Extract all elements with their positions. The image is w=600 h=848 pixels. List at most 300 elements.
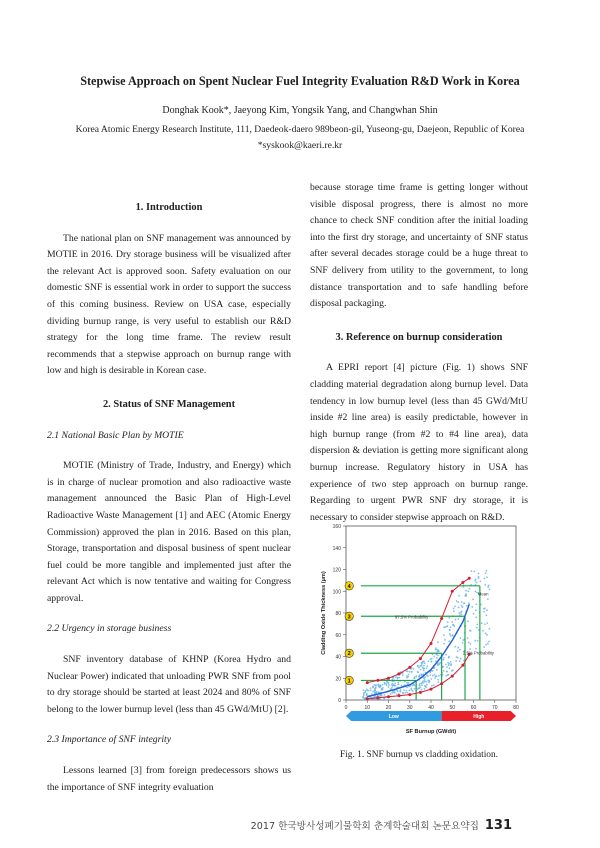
data-point [467,637,469,639]
section-1-paragraph: The national plan on SNF management was announced by MOTIE in 2016. Dry storage business will be visualized after the relevant Act is approved soon. Safety evaluation on our domestic SNF is essential work in order to support the success of this coming business. Review on USA case, especially dividing burnup range, is very useful to establish our R&D strategy for the long time frame. The review result recommends that a stepwise approach on burnup range with low and high is desirable in Korean case. [47,232,291,377]
data-point [467,620,469,622]
data-point [423,670,425,672]
data-point [456,656,458,658]
x-tick-label: 40 [428,705,434,711]
series-point [408,666,411,669]
y-tick-label: 80 [335,611,341,617]
data-point [450,635,452,637]
data-point [424,679,426,681]
data-point [451,621,453,623]
data-point [426,667,428,669]
series-point [461,664,464,667]
data-point [486,614,488,616]
data-point [421,684,423,686]
data-point [457,650,459,652]
data-point [414,688,416,690]
data-point [476,627,478,629]
data-point [468,602,470,604]
data-point [436,651,438,653]
data-point [483,578,485,580]
data-point [374,690,376,692]
data-point [417,671,419,673]
data-point [486,570,488,572]
data-point [433,684,435,686]
data-point [465,590,467,592]
y-tick-label: 140 [332,545,341,552]
page-footer [251,818,512,833]
data-point [365,690,367,692]
data-point [446,666,448,668]
data-point [363,693,365,695]
figure-caption: Fig. 1. SNF burnup vs cladding oxidation. [339,750,499,760]
data-point [448,656,450,658]
data-point [418,676,420,678]
data-point [424,688,426,690]
data-point [451,634,453,636]
oxide-burnup-chart [316,520,526,746]
data-point [458,607,460,609]
data-point [417,665,419,667]
data-point [465,595,467,597]
data-point [374,692,376,694]
data-point [476,582,478,584]
data-point [447,621,449,623]
data-point [486,634,488,636]
data-point [370,687,372,689]
data-point [386,684,388,686]
data-point [433,655,435,657]
series-point [387,695,390,698]
data-point [388,686,390,688]
data-point [455,660,457,662]
data-point [400,689,402,691]
data-point [472,598,474,600]
data-point [455,646,457,648]
series-point [430,688,433,691]
data-point [422,680,424,682]
data-point [431,678,433,680]
data-point [429,658,431,660]
data-point [443,643,445,645]
data-point [423,668,425,670]
data-point [453,624,455,626]
data-point [410,687,412,689]
probability-25-label: 2.5% Probability [462,650,494,656]
data-point [461,605,463,607]
data-point [475,616,477,618]
right-column [310,180,528,526]
data-point [414,676,416,678]
data-point [485,633,487,635]
data-point [450,664,452,666]
subsection-2-2-heading: 2.2 Urgency in storage business [47,623,172,635]
series-point [451,675,454,678]
data-point [419,683,421,685]
series-point [398,694,401,697]
data-point [484,584,486,586]
data-point [446,626,448,628]
data-point [394,682,396,684]
data-point [426,684,428,686]
data-point [423,665,425,667]
section-3-paragraph: A EPRI report [4] picture (Fig. 1) shows SNF cladding material degradation along burnup level. Data tendency in low burnup level (less than 45 GWd/MtU inside #2 line area) is easily predictable, however in high burnup range (from #2 to #4 line area), data dispersion & deviation is getting more significant along burnup increase. Regulatory history in USA has experience of two step approach on burnup range. Regarding to urgent PWR SNF dry storage, it is necessary to consider stepwise approach on R&D. [310,362,528,523]
data-point [406,692,408,694]
data-point [424,676,426,678]
data-point [434,677,436,679]
data-point [418,685,420,687]
data-point [405,690,407,692]
data-point [479,580,481,582]
subsection-2-3-paragraph-continued: because storage time frame is getting longer without visible disposal progress, there is almost no more chance to check SNF condition after the initial loading into the first dry storage, and uncertainty of SNF status after several decades storage could be a huge threat to SNF delivery from utility to the government, to long distance transportation and to safe handling before disposal packaging. [310,182,528,310]
data-point [486,609,488,611]
page-number: 131 [484,818,512,833]
data-point [380,685,382,687]
data-point [392,685,394,687]
series-point [451,590,454,593]
data-point [362,696,364,698]
data-point [484,623,486,625]
data-point [423,660,425,662]
data-point [370,689,372,691]
series-point [376,696,379,699]
data-point [474,580,476,582]
x-tick-label: 30 [406,705,413,711]
series-point [440,682,443,685]
data-point [432,675,434,677]
data-point [458,612,460,614]
y-tick-label: 0 [338,698,341,704]
data-point [477,640,479,642]
data-point [413,684,415,686]
data-point [487,598,489,600]
section-2-heading: 2. Status of SNF Management [102,398,236,410]
x-tick-label: 80 [513,705,519,711]
data-point [401,685,403,687]
mean-label: Mean [477,591,489,597]
data-point [465,593,467,595]
data-point [444,626,446,628]
series-point [468,577,471,580]
data-point [478,576,480,578]
y-axis-title: Cladding Oxide Thickness (µm) [321,571,327,655]
data-point [469,588,471,590]
data-point [488,628,490,630]
data-point [443,670,445,672]
data-point [453,607,455,609]
data-point [443,657,445,659]
data-point [444,639,446,641]
data-point [460,658,462,660]
data-point [402,674,404,676]
data-point [473,613,475,615]
data-point [406,682,408,684]
paper-title: Stepwise Approach on Spent Nuclear Fuel Integrity Evaluation R&D Work in Korea [80,74,520,88]
data-point [409,671,411,673]
data-point [408,682,410,684]
data-point [382,687,384,689]
data-point [454,605,456,607]
data-point [462,642,464,644]
data-point [437,679,439,681]
data-point [486,622,488,624]
x-tick-label: 0 [344,705,348,711]
subsection-2-3-heading: 2.3 Importance of SNF integrity [47,734,172,746]
data-point [408,674,410,676]
data-point [438,675,440,677]
data-point [406,687,408,689]
data-point [474,640,476,642]
x-tick-label: 10 [364,705,371,711]
data-point [366,688,368,690]
data-point [453,610,455,612]
data-point [464,602,466,604]
data-point [429,674,431,676]
series-point [430,642,433,645]
data-point [471,570,473,572]
data-point [485,572,487,574]
reference-marker-label: 1 [347,678,351,685]
data-point [466,605,468,607]
paper-affiliation: Korea Atomic Energy Research Institute, 111, Daedeok-daero 989beon-gil, Yuseong-gu, Daejeon, Republic of Korea [75,124,525,135]
data-point [457,647,459,649]
data-point [422,667,424,669]
data-point [460,612,462,614]
data-point [397,684,399,686]
paper-email: *syskook@kaeri.re.kr [257,140,343,151]
x-tick-label: 50 [449,705,456,711]
data-point [435,647,437,649]
data-point [437,649,439,651]
data-point [419,674,421,676]
data-point [448,667,450,669]
data-point [457,618,459,620]
series-point [419,657,422,660]
data-point [462,606,464,608]
series-point [366,681,369,684]
data-point [386,683,388,685]
data-point [483,608,485,610]
data-point [397,677,399,679]
data-point [482,630,484,632]
data-point [372,686,374,688]
data-point [390,693,392,695]
footer-text: 2017 한국방사성폐기물학회 춘계학술대회 논문요약집 [250,821,479,832]
data-point [407,671,409,673]
data-point [402,692,404,694]
data-point [424,681,426,683]
data-point [468,642,470,644]
data-point [391,692,393,694]
series-point [419,691,422,694]
data-point [426,665,428,667]
data-point [388,684,390,686]
data-point [427,680,429,682]
data-point [445,663,447,665]
data-point [409,690,411,692]
data-point [421,682,423,684]
series-point [387,677,390,680]
data-point [384,682,386,684]
x-tick-label: 70 [491,705,498,711]
data-point [436,669,438,671]
subsection-2-3-paragraph: Lessons learned [3] from foreign predecessors shows us the importance of SNF integrity evaluation [47,765,291,793]
data-point [436,675,438,677]
data-point [380,694,382,696]
plot-area [346,526,516,700]
data-point [415,676,417,678]
data-point [461,601,463,603]
data-point [383,694,385,696]
data-point [394,692,396,694]
data-point [447,662,449,664]
data-point [458,595,460,597]
data-point [478,573,480,575]
data-point [375,684,377,686]
data-point [459,637,461,639]
data-point [450,626,452,628]
low-label: Low [388,714,399,720]
data-point [459,660,461,662]
series-point [398,672,401,675]
x-tick-label: 20 [385,705,392,711]
data-point [407,676,409,678]
data-point [391,687,393,689]
data-point [483,611,485,613]
data-point [423,678,425,680]
data-point [442,666,444,668]
data-point [431,685,433,687]
data-point [379,695,381,697]
y-tick-label: 120 [332,567,341,574]
data-point [474,591,476,593]
data-point [455,619,457,621]
data-point [366,693,368,695]
paper-authors: Donghak Kook*, Jaeyong Kim, Yongsik Yang, and Changwhan Shin [162,105,438,116]
data-point [404,692,406,694]
data-point [473,571,475,573]
data-point [382,684,384,686]
series-point [461,581,464,584]
data-point [475,648,477,650]
series-point [376,679,379,682]
data-point [485,644,487,646]
subsection-2-2-paragraph: SNF inventory database of KHNP (Korea Hydro and Nuclear Power) indicated that unloading PWR SNF from pool to dry storage should be started at least 2024 and 80% of SNF belong to the lower burnup level (less than 45 GWd/MtU) [2]. [47,654,291,715]
y-tick-label: 100 [332,589,341,596]
data-point [377,685,379,687]
probability-97-label: 97.5% Probability [394,614,429,620]
data-point [446,671,448,673]
section-3-heading: 3. Reference on burnup consideration [335,331,503,343]
series-point [366,697,369,700]
data-point [434,674,436,676]
data-point [457,601,459,603]
subsection-2-1-heading: 2.1 National Basic Plan by MOTIE [47,429,184,441]
data-point [420,669,422,671]
data-point [489,588,491,590]
data-point [424,685,426,687]
data-point [476,604,478,606]
y-tick-label: 60 [335,632,341,639]
data-point [428,682,430,684]
data-point [476,624,478,626]
data-point [450,661,452,663]
data-point [374,684,376,686]
data-point [486,576,488,578]
data-point [427,675,429,677]
data-point [426,681,428,683]
data-point [470,630,472,632]
data-point [363,689,365,691]
data-point [459,649,461,651]
data-point [487,586,489,588]
data-point [447,674,449,676]
figure-1 [316,520,526,746]
data-point [421,689,423,691]
x-tick-label: 60 [470,705,477,711]
y-tick-label: 20 [335,676,341,683]
series-point [440,617,443,620]
data-point [431,661,433,663]
data-point [483,646,485,648]
data-point [451,670,453,672]
y-tick-label: 160 [332,524,341,530]
data-point [481,622,483,624]
subsection-2-1-paragraph: MOTIE (Ministry of Trade, Industry, and Energy) which is in charge of nuclear promotion and also radioactive waste management announced the Basic Plan of High-Level Radioactive Waste Management [1] and AEC (Atomic Energy Commission) approved the plan in 2016. Based on this plan, Storage, transportation and disposal business of spent nuclear fuel could be more tangible and implemented just after the relevant Act which is now tentative and waiting for Congress approval. [47,460,291,604]
data-point [449,633,451,635]
reference-marker-label: 3 [347,614,351,621]
section-1-heading: 1. Introduction [135,202,203,213]
x-axis-title: SF Burnup (GWd/t) [405,729,457,735]
reference-marker-label: 4 [347,583,351,590]
data-point [460,613,462,615]
data-point [475,609,477,611]
data-point [421,665,423,667]
data-point [470,643,472,645]
data-point [411,671,413,673]
data-point [381,689,383,691]
data-point [488,585,490,587]
data-point [428,660,430,662]
data-point [397,681,399,683]
y-tick-label: 40 [335,654,341,661]
data-point [438,663,440,665]
data-point [445,654,447,656]
data-point [437,681,439,683]
data-point [413,668,415,670]
data-point [471,606,473,608]
data-point [442,659,444,661]
series-point [408,693,411,696]
data-point [424,662,426,664]
data-point [417,688,419,690]
data-point [437,641,439,643]
left-column [47,200,291,796]
data-point [449,629,451,631]
data-point [403,689,405,691]
data-point [487,643,489,645]
data-point [448,617,450,619]
data-point [397,690,399,692]
reference-marker-label: 2 [347,651,351,658]
high-label: High [473,714,485,720]
data-point [436,657,438,659]
data-point [396,693,398,695]
data-point [421,663,423,665]
data-point [456,600,458,602]
data-point [443,634,445,636]
data-point [374,688,376,690]
data-point [448,640,450,642]
